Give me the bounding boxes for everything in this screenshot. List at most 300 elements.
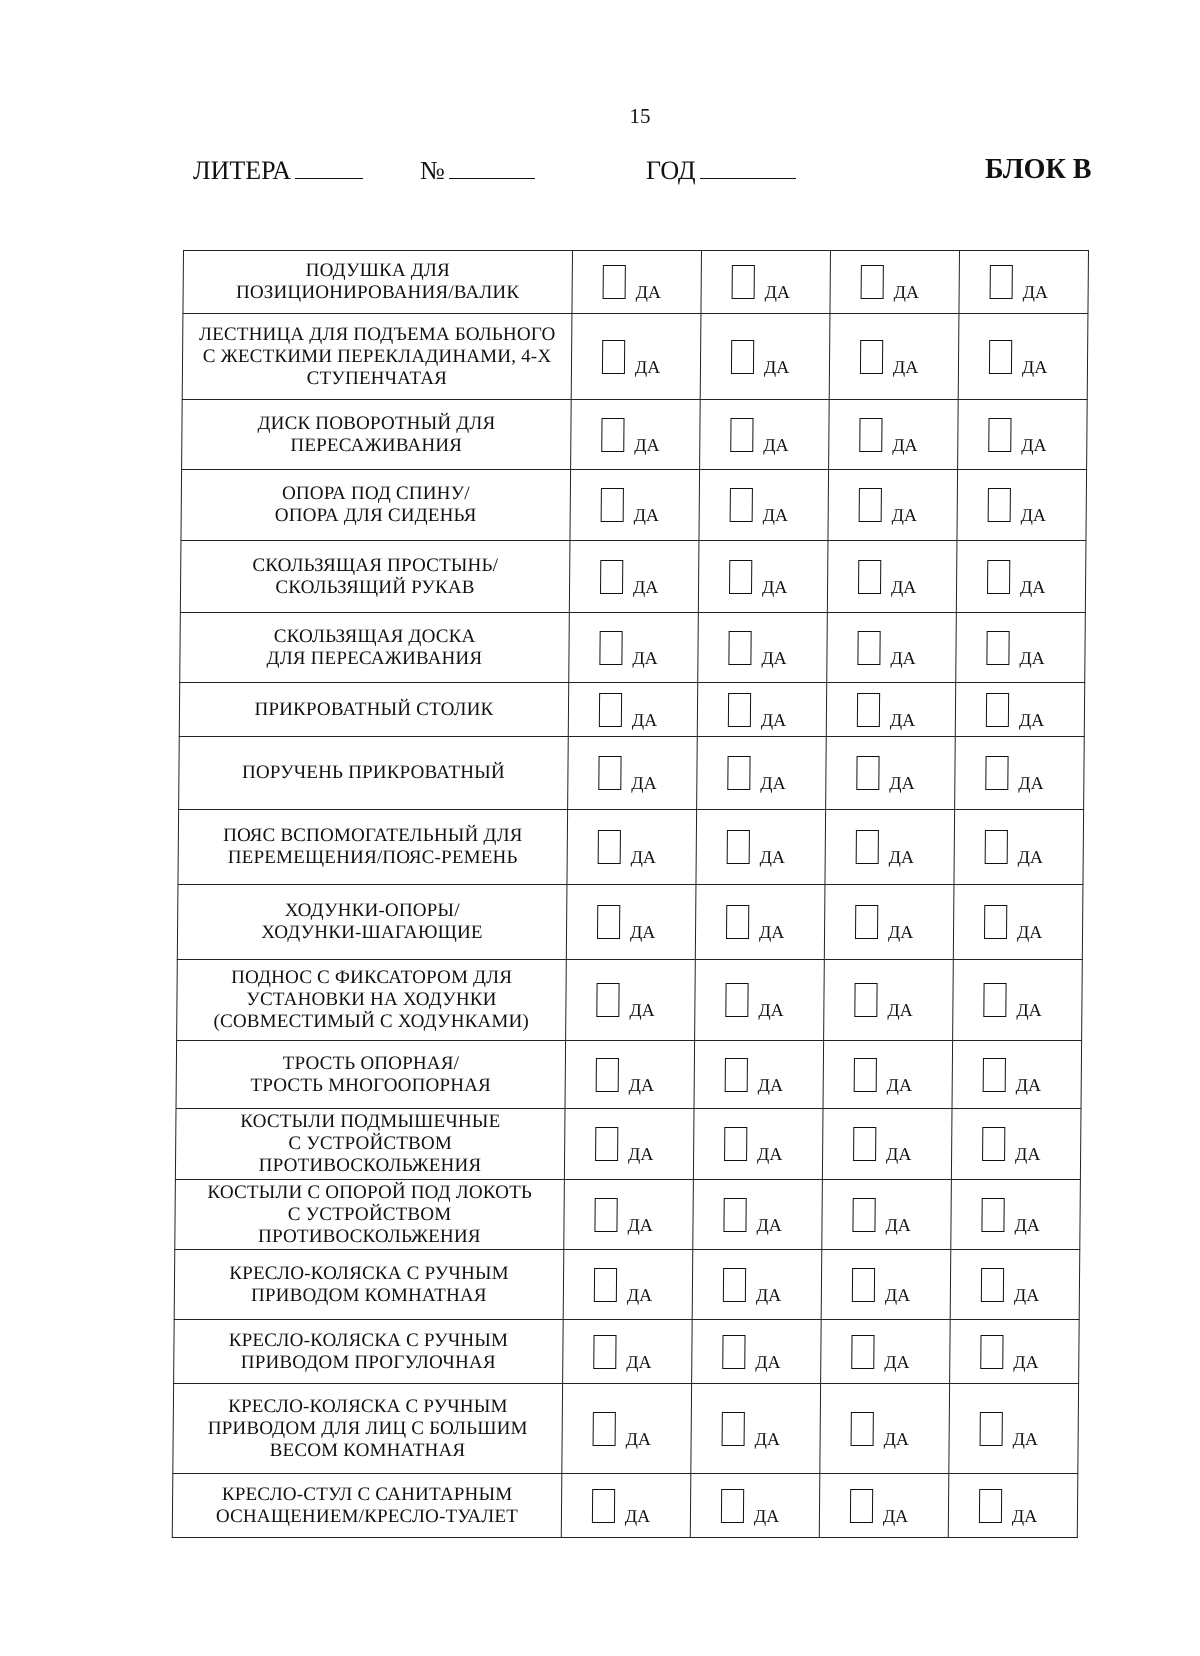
- yes-checkbox[interactable]: [600, 560, 623, 594]
- yes-label: ДА: [1017, 847, 1044, 867]
- table-row: [174, 1250, 1080, 1320]
- item-name-line: ДИСК ПОВОРОТНЫЙ ДЛЯ: [257, 412, 496, 434]
- item-name: [182, 314, 572, 400]
- yes-checkbox[interactable]: [857, 631, 880, 665]
- yes-checkbox[interactable]: [602, 340, 625, 374]
- check-cell: [822, 1180, 952, 1250]
- yes-checkbox[interactable]: [723, 1268, 746, 1302]
- check-cell: [829, 400, 959, 470]
- yes-checkbox[interactable]: [858, 560, 881, 594]
- check-cell: [701, 251, 831, 314]
- check-cell: [564, 1109, 694, 1180]
- yes-label: ДА: [628, 1074, 655, 1095]
- check-cell: [569, 541, 699, 613]
- table-row: [175, 1180, 1081, 1250]
- item-name-line: ОСНАЩЕНИЕМ/КРЕСЛО-ТУАЛЕТ: [215, 1505, 519, 1527]
- yes-label: ДА: [754, 1428, 780, 1449]
- item-name-line: СКОЛЬЗЯЩИЙ РУКАВ: [275, 576, 475, 598]
- yes-label: ДА: [626, 1284, 653, 1305]
- table-row: [183, 251, 1089, 314]
- yes-option: [571, 488, 699, 525]
- check-cell: [955, 737, 1085, 810]
- check-cell: [572, 251, 702, 314]
- yes-label: ДА: [1021, 356, 1048, 377]
- yes-label: ДА: [885, 1214, 911, 1235]
- yes-label: ДА: [628, 1144, 654, 1164]
- check-cell: [700, 314, 830, 400]
- yes-checkbox[interactable]: [724, 1127, 747, 1161]
- yes-label: ДА: [624, 1505, 651, 1526]
- yes-label: ДА: [755, 1351, 781, 1372]
- yes-label: ДА: [634, 434, 660, 455]
- check-cell: [952, 1041, 1082, 1109]
- yes-label: ДА: [884, 1351, 910, 1372]
- item-name: [177, 960, 567, 1041]
- yes-checkbox[interactable]: [856, 830, 879, 864]
- yes-label: ДА: [758, 922, 785, 942]
- item-name-line: ЛЕСТНИЦА ДЛЯ ПОДЪЕМА БОЛЬНОГО: [198, 323, 556, 345]
- yes-label: ДА: [1011, 1505, 1038, 1526]
- block-label: БЛОК В: [985, 154, 1092, 185]
- yes-checkbox[interactable]: [860, 340, 883, 374]
- yes-option: [826, 830, 954, 867]
- yes-checkbox[interactable]: [599, 693, 622, 727]
- table-row: [177, 960, 1083, 1041]
- item-name-line: ДЛЯ ПЕРЕСАЖИВАНИЯ: [266, 647, 483, 669]
- yes-checkbox[interactable]: [723, 1198, 746, 1232]
- check-cell: [956, 613, 1086, 683]
- yes-option: [953, 1058, 1081, 1095]
- yes-checkbox[interactable]: [596, 983, 619, 1017]
- yes-checkbox[interactable]: [732, 265, 755, 299]
- yes-option: [955, 756, 1083, 793]
- yes-checkbox[interactable]: [728, 693, 751, 727]
- yes-label: ДА: [1016, 1000, 1042, 1020]
- yes-label: ДА: [632, 647, 658, 668]
- yes-option: [565, 1127, 693, 1164]
- yes-label: ДА: [631, 773, 657, 793]
- table-row: [175, 1109, 1081, 1180]
- page-number: 15: [629, 104, 651, 128]
- check-cell: [692, 1320, 822, 1384]
- yes-option: [831, 265, 959, 302]
- item-name: [183, 251, 573, 314]
- yes-option: [566, 983, 694, 1020]
- check-cell: [827, 541, 957, 613]
- check-cell: [824, 960, 954, 1041]
- yes-checkbox[interactable]: [722, 1335, 745, 1369]
- item-name: [177, 885, 567, 960]
- equipment-table: [172, 250, 1089, 1538]
- yes-label: ДА: [883, 1428, 909, 1449]
- yes-option: [955, 830, 1083, 867]
- item-name-line: УСТАНОВКИ НА ХОДУНКИ: [246, 989, 497, 1010]
- yes-option: [954, 905, 1082, 942]
- yes-checkbox[interactable]: [854, 983, 877, 1017]
- yes-label: ДА: [763, 434, 789, 455]
- yes-checkbox[interactable]: [730, 488, 753, 522]
- yes-option: [956, 693, 1084, 730]
- table-row: [173, 1384, 1079, 1474]
- check-cell: [695, 960, 825, 1041]
- check-cell: [567, 810, 697, 885]
- yes-label: ДА: [758, 1000, 784, 1020]
- yes-option: [691, 1489, 819, 1526]
- yes-checkbox[interactable]: [981, 1198, 1004, 1232]
- yes-checkbox[interactable]: [593, 1412, 616, 1446]
- yes-option: [566, 1058, 694, 1095]
- yes-label: ДА: [757, 1144, 783, 1164]
- yes-option: [952, 1127, 1080, 1164]
- check-cell: [822, 1109, 952, 1180]
- yes-checkbox[interactable]: [601, 418, 624, 452]
- yes-checkbox[interactable]: [598, 830, 621, 864]
- yes-option: [700, 418, 828, 455]
- yes-option: [697, 756, 825, 793]
- yes-checkbox[interactable]: [726, 905, 749, 939]
- number-field: [420, 152, 535, 186]
- item-name-line: ПРИВОДОМ ПРОГУЛОЧНАЯ: [240, 1351, 496, 1373]
- yes-option: [953, 983, 1081, 1020]
- yes-option: [569, 693, 697, 730]
- yes-checkbox[interactable]: [721, 1489, 744, 1523]
- yes-option: [564, 1198, 692, 1235]
- yes-label: ДА: [1021, 434, 1047, 455]
- yes-label: ДА: [632, 576, 659, 597]
- yes-option: [824, 1058, 952, 1095]
- yes-option: [699, 560, 827, 597]
- yes-checkbox[interactable]: [852, 1268, 875, 1302]
- yes-option: [570, 560, 698, 597]
- litera-label: ЛИТЕРА: [193, 156, 292, 185]
- yes-checkbox[interactable]: [850, 1489, 873, 1523]
- check-cell: [565, 1041, 695, 1109]
- year-blank[interactable]: [700, 152, 796, 179]
- check-cell: [564, 1180, 694, 1250]
- yes-checkbox[interactable]: [982, 1127, 1005, 1161]
- number-blank[interactable]: [449, 152, 535, 179]
- yes-option: [949, 1489, 1077, 1526]
- yes-checkbox[interactable]: [595, 1127, 618, 1161]
- yes-checkbox[interactable]: [854, 1058, 877, 1092]
- yes-checkbox[interactable]: [988, 418, 1011, 452]
- yes-option: [959, 340, 1087, 377]
- check-cell: [826, 683, 955, 737]
- check-cell: [830, 251, 960, 314]
- yes-label: ДА: [886, 1074, 913, 1095]
- item-name-line: СКОЛЬЗЯЩАЯ ДОСКА: [273, 625, 476, 647]
- table-row: [182, 314, 1088, 400]
- yes-label: ДА: [627, 1214, 653, 1235]
- check-cell: [696, 810, 826, 885]
- item-name-line: ПОЗИЦИОНИРОВАНИЯ/ВАЛИК: [235, 282, 520, 303]
- yes-checkbox[interactable]: [986, 631, 1009, 665]
- yes-label: ДА: [884, 1284, 911, 1305]
- yes-label: ДА: [892, 434, 918, 455]
- check-cell: [828, 470, 958, 541]
- table-row: [172, 1474, 1078, 1538]
- item-name-line: ПЕРЕМЕЩЕНИЯ/ПОЯС-РЕМЕНЬ: [227, 847, 518, 868]
- item-name-line: СКОЛЬЗЯЩАЯ ПРОСТЫНЬ/: [252, 554, 499, 576]
- check-cell: [827, 613, 957, 683]
- check-cell: [826, 737, 956, 810]
- yes-checkbox[interactable]: [985, 830, 1008, 864]
- yes-label: ДА: [626, 1351, 652, 1372]
- item-name: [180, 541, 570, 613]
- yes-checkbox[interactable]: [859, 418, 882, 452]
- yes-label: ДА: [635, 282, 662, 302]
- yes-option: [563, 1335, 691, 1372]
- check-cell: [563, 1250, 693, 1320]
- yes-checkbox[interactable]: [856, 756, 879, 790]
- yes-checkbox[interactable]: [593, 1335, 616, 1369]
- yes-option: [562, 1489, 690, 1526]
- year-label: ГОД: [646, 156, 696, 185]
- yes-option: [568, 830, 696, 867]
- yes-option: [951, 1198, 1079, 1235]
- yes-label: ДА: [889, 709, 916, 730]
- yes-checkbox[interactable]: [603, 265, 626, 299]
- yes-checkbox[interactable]: [987, 560, 1010, 594]
- yes-label: ДА: [882, 1505, 909, 1526]
- yes-label: ДА: [761, 576, 788, 597]
- yes-option: [951, 1268, 1079, 1305]
- check-cell: [563, 1320, 693, 1384]
- table-row: [182, 400, 1088, 470]
- yes-option: [824, 983, 952, 1020]
- check-cell: [697, 737, 827, 810]
- item-name-line: ВЕСОМ КОМНАТНАЯ: [269, 1439, 466, 1461]
- yes-checkbox[interactable]: [986, 693, 1009, 727]
- yes-label: ДА: [892, 356, 919, 377]
- yes-checkbox[interactable]: [725, 983, 748, 1017]
- yes-option: [693, 1198, 821, 1235]
- yes-checkbox[interactable]: [853, 1127, 876, 1161]
- yes-checkbox[interactable]: [601, 488, 624, 522]
- table-row: [179, 737, 1085, 810]
- item-name-line: ПРИВОДОМ ДЛЯ ЛИЦ С БОЛЬШИМ: [207, 1417, 528, 1439]
- yes-label: ДА: [887, 922, 914, 942]
- item-name-line: С УСТРОЙСТВОМ: [287, 1203, 452, 1225]
- check-cell: [829, 314, 959, 400]
- yes-checkbox[interactable]: [594, 1198, 617, 1232]
- yes-checkbox[interactable]: [852, 1198, 875, 1232]
- yes-label: ДА: [1015, 1074, 1042, 1095]
- yes-checkbox[interactable]: [983, 983, 1006, 1017]
- yes-checkbox[interactable]: [727, 830, 750, 864]
- check-cell: [690, 1474, 820, 1538]
- check-cell: [820, 1384, 950, 1474]
- yes-checkbox[interactable]: [979, 1489, 1002, 1523]
- check-cell: [569, 613, 699, 683]
- yes-option: [827, 631, 955, 668]
- yes-option: [830, 340, 958, 377]
- check-cell: [566, 885, 696, 960]
- check-cell: [819, 1474, 949, 1538]
- check-cell: [956, 541, 1086, 613]
- yes-checkbox[interactable]: [981, 1268, 1004, 1302]
- yes-checkbox[interactable]: [596, 1058, 619, 1092]
- yes-option: [822, 1198, 950, 1235]
- yes-checkbox[interactable]: [730, 418, 753, 452]
- item-name: [173, 1384, 563, 1474]
- yes-checkbox[interactable]: [980, 1335, 1003, 1369]
- item-name-line: КРЕСЛО-КОЛЯСКА С РУЧНЫМ: [229, 1262, 509, 1284]
- check-cell: [951, 1109, 1081, 1180]
- yes-option: [950, 1335, 1078, 1372]
- number-label: №: [420, 156, 445, 185]
- yes-checkbox[interactable]: [851, 1335, 874, 1369]
- check-cell: [951, 1180, 1081, 1250]
- item-name: [174, 1320, 564, 1384]
- yes-checkbox[interactable]: [851, 1412, 874, 1446]
- check-cell: [825, 810, 955, 885]
- item-name-line: КОСТЫЛИ С ОПОРОЙ ПОД ЛОКОТЬ: [207, 1181, 533, 1203]
- check-cell: [958, 314, 1088, 400]
- yes-option: [820, 1489, 948, 1526]
- yes-label: ДА: [757, 1074, 784, 1095]
- item-name-line: ПРОТИВОСКОЛЬЖЕНИЯ: [258, 1225, 481, 1247]
- yes-option: [826, 756, 954, 793]
- check-cell: [699, 470, 829, 541]
- yes-label: ДА: [890, 576, 917, 597]
- yes-label: ДА: [633, 505, 660, 525]
- yes-checkbox[interactable]: [731, 340, 754, 374]
- yes-checkbox[interactable]: [727, 756, 750, 790]
- item-name-line: КРЕСЛО-КОЛЯСКА С РУЧНЫМ: [228, 1395, 508, 1417]
- yes-option: [829, 418, 957, 455]
- table-row: [179, 683, 1084, 737]
- item-name: [175, 1180, 565, 1250]
- check-cell: [571, 400, 701, 470]
- check-cell: [693, 1109, 823, 1180]
- yes-checkbox[interactable]: [983, 1058, 1006, 1092]
- check-cell: [953, 885, 1083, 960]
- item-name-line: ОПОРА ДЛЯ СИДЕНЬЯ: [274, 505, 477, 526]
- check-cell: [691, 1384, 821, 1474]
- check-cell: [692, 1250, 822, 1320]
- yes-checkbox[interactable]: [855, 905, 878, 939]
- item-name: [181, 470, 571, 541]
- yes-checkbox[interactable]: [722, 1412, 745, 1446]
- check-cell: [561, 1474, 691, 1538]
- item-name-line: КОСТЫЛИ ПОДМЫШЕЧНЫЕ: [240, 1111, 501, 1132]
- item-name-line: КРЕСЛО-СТУЛ С САНИТАРНЫМ: [221, 1483, 513, 1505]
- yes-checkbox[interactable]: [988, 488, 1011, 522]
- yes-label: ДА: [631, 709, 658, 730]
- yes-option: [694, 1127, 822, 1164]
- yes-option: [823, 1127, 951, 1164]
- yes-label: ДА: [1022, 282, 1049, 302]
- yes-label: ДА: [887, 1000, 913, 1020]
- item-name: [182, 400, 572, 470]
- yes-label: ДА: [1012, 1428, 1038, 1449]
- yes-option: [957, 560, 1085, 597]
- check-cell: [955, 683, 1084, 737]
- check-cell: [821, 1320, 951, 1384]
- yes-label: ДА: [630, 847, 657, 867]
- yes-checkbox[interactable]: [857, 693, 880, 727]
- table-row: [174, 1320, 1080, 1384]
- litera-blank[interactable]: [295, 152, 363, 179]
- check-cell: [950, 1320, 1080, 1384]
- item-name: [176, 1041, 566, 1109]
- yes-label: ДА: [755, 1284, 782, 1305]
- check-cell: [570, 470, 700, 541]
- yes-label: ДА: [1018, 709, 1045, 730]
- yes-checkbox[interactable]: [980, 1412, 1003, 1446]
- yes-option: [567, 905, 695, 942]
- yes-option: [692, 1412, 820, 1449]
- check-cell: [950, 1250, 1080, 1320]
- item-name: [180, 613, 570, 683]
- yes-option: [958, 488, 1086, 525]
- item-name-line: ТРОСТЬ МНОГООПОРНАЯ: [250, 1074, 492, 1096]
- item-name-line: ПРИВОДОМ КОМНАТНАЯ: [250, 1284, 487, 1306]
- table-row: [181, 470, 1087, 541]
- check-cell: [562, 1384, 692, 1474]
- item-name: [174, 1250, 564, 1320]
- yes-label: ДА: [629, 1000, 655, 1020]
- check-cell: [566, 960, 696, 1041]
- yes-label: ДА: [893, 282, 920, 302]
- yes-option: [568, 756, 696, 793]
- check-cell: [568, 737, 698, 810]
- yes-checkbox[interactable]: [990, 265, 1013, 299]
- yes-label: ДА: [1015, 1144, 1041, 1164]
- item-name-line: ПОДНОС С ФИКСАТОРОМ ДЛЯ: [231, 967, 513, 988]
- yes-checkbox[interactable]: [859, 488, 882, 522]
- check-cell: [953, 960, 1083, 1041]
- yes-label: ДА: [629, 922, 656, 942]
- yes-label: ДА: [764, 282, 791, 302]
- yes-checkbox[interactable]: [985, 756, 1008, 790]
- item-name-line: С ЖЕСТКИМИ ПЕРЕКЛАДИНАМИ, 4-Х: [202, 345, 552, 367]
- yes-option: [698, 693, 826, 730]
- yes-checkbox[interactable]: [989, 340, 1012, 374]
- yes-option: [573, 265, 701, 302]
- item-name: [179, 737, 569, 810]
- item-name-line: (СОВМЕСТИМЫЙ С ХОДУНКАМИ): [213, 1011, 530, 1032]
- table-row: [180, 613, 1086, 683]
- yes-label: ДА: [1013, 1351, 1039, 1372]
- yes-checkbox[interactable]: [597, 905, 620, 939]
- yes-checkbox[interactable]: [729, 560, 752, 594]
- item-name-line: ПЕРЕСАЖИВАНИЯ: [290, 434, 463, 456]
- yes-option: [829, 488, 957, 525]
- yes-checkbox[interactable]: [594, 1268, 617, 1302]
- yes-checkbox[interactable]: [725, 1058, 748, 1092]
- yes-checkbox[interactable]: [599, 631, 622, 665]
- yes-checkbox[interactable]: [984, 905, 1007, 939]
- litera-field: [193, 152, 363, 186]
- yes-checkbox[interactable]: [861, 265, 884, 299]
- yes-checkbox[interactable]: [592, 1489, 615, 1523]
- yes-option: [701, 340, 829, 377]
- yes-label: ДА: [761, 647, 787, 668]
- yes-option: [950, 1412, 1078, 1449]
- yes-option: [692, 1335, 820, 1372]
- item-name: [175, 1109, 565, 1180]
- yes-checkbox[interactable]: [728, 631, 751, 665]
- yes-label: ДА: [890, 647, 916, 668]
- yes-checkbox[interactable]: [598, 756, 621, 790]
- yes-option: [564, 1268, 692, 1305]
- year-field: [646, 152, 796, 186]
- yes-label: ДА: [760, 709, 787, 730]
- yes-label: ДА: [889, 773, 915, 793]
- check-cell: [700, 400, 830, 470]
